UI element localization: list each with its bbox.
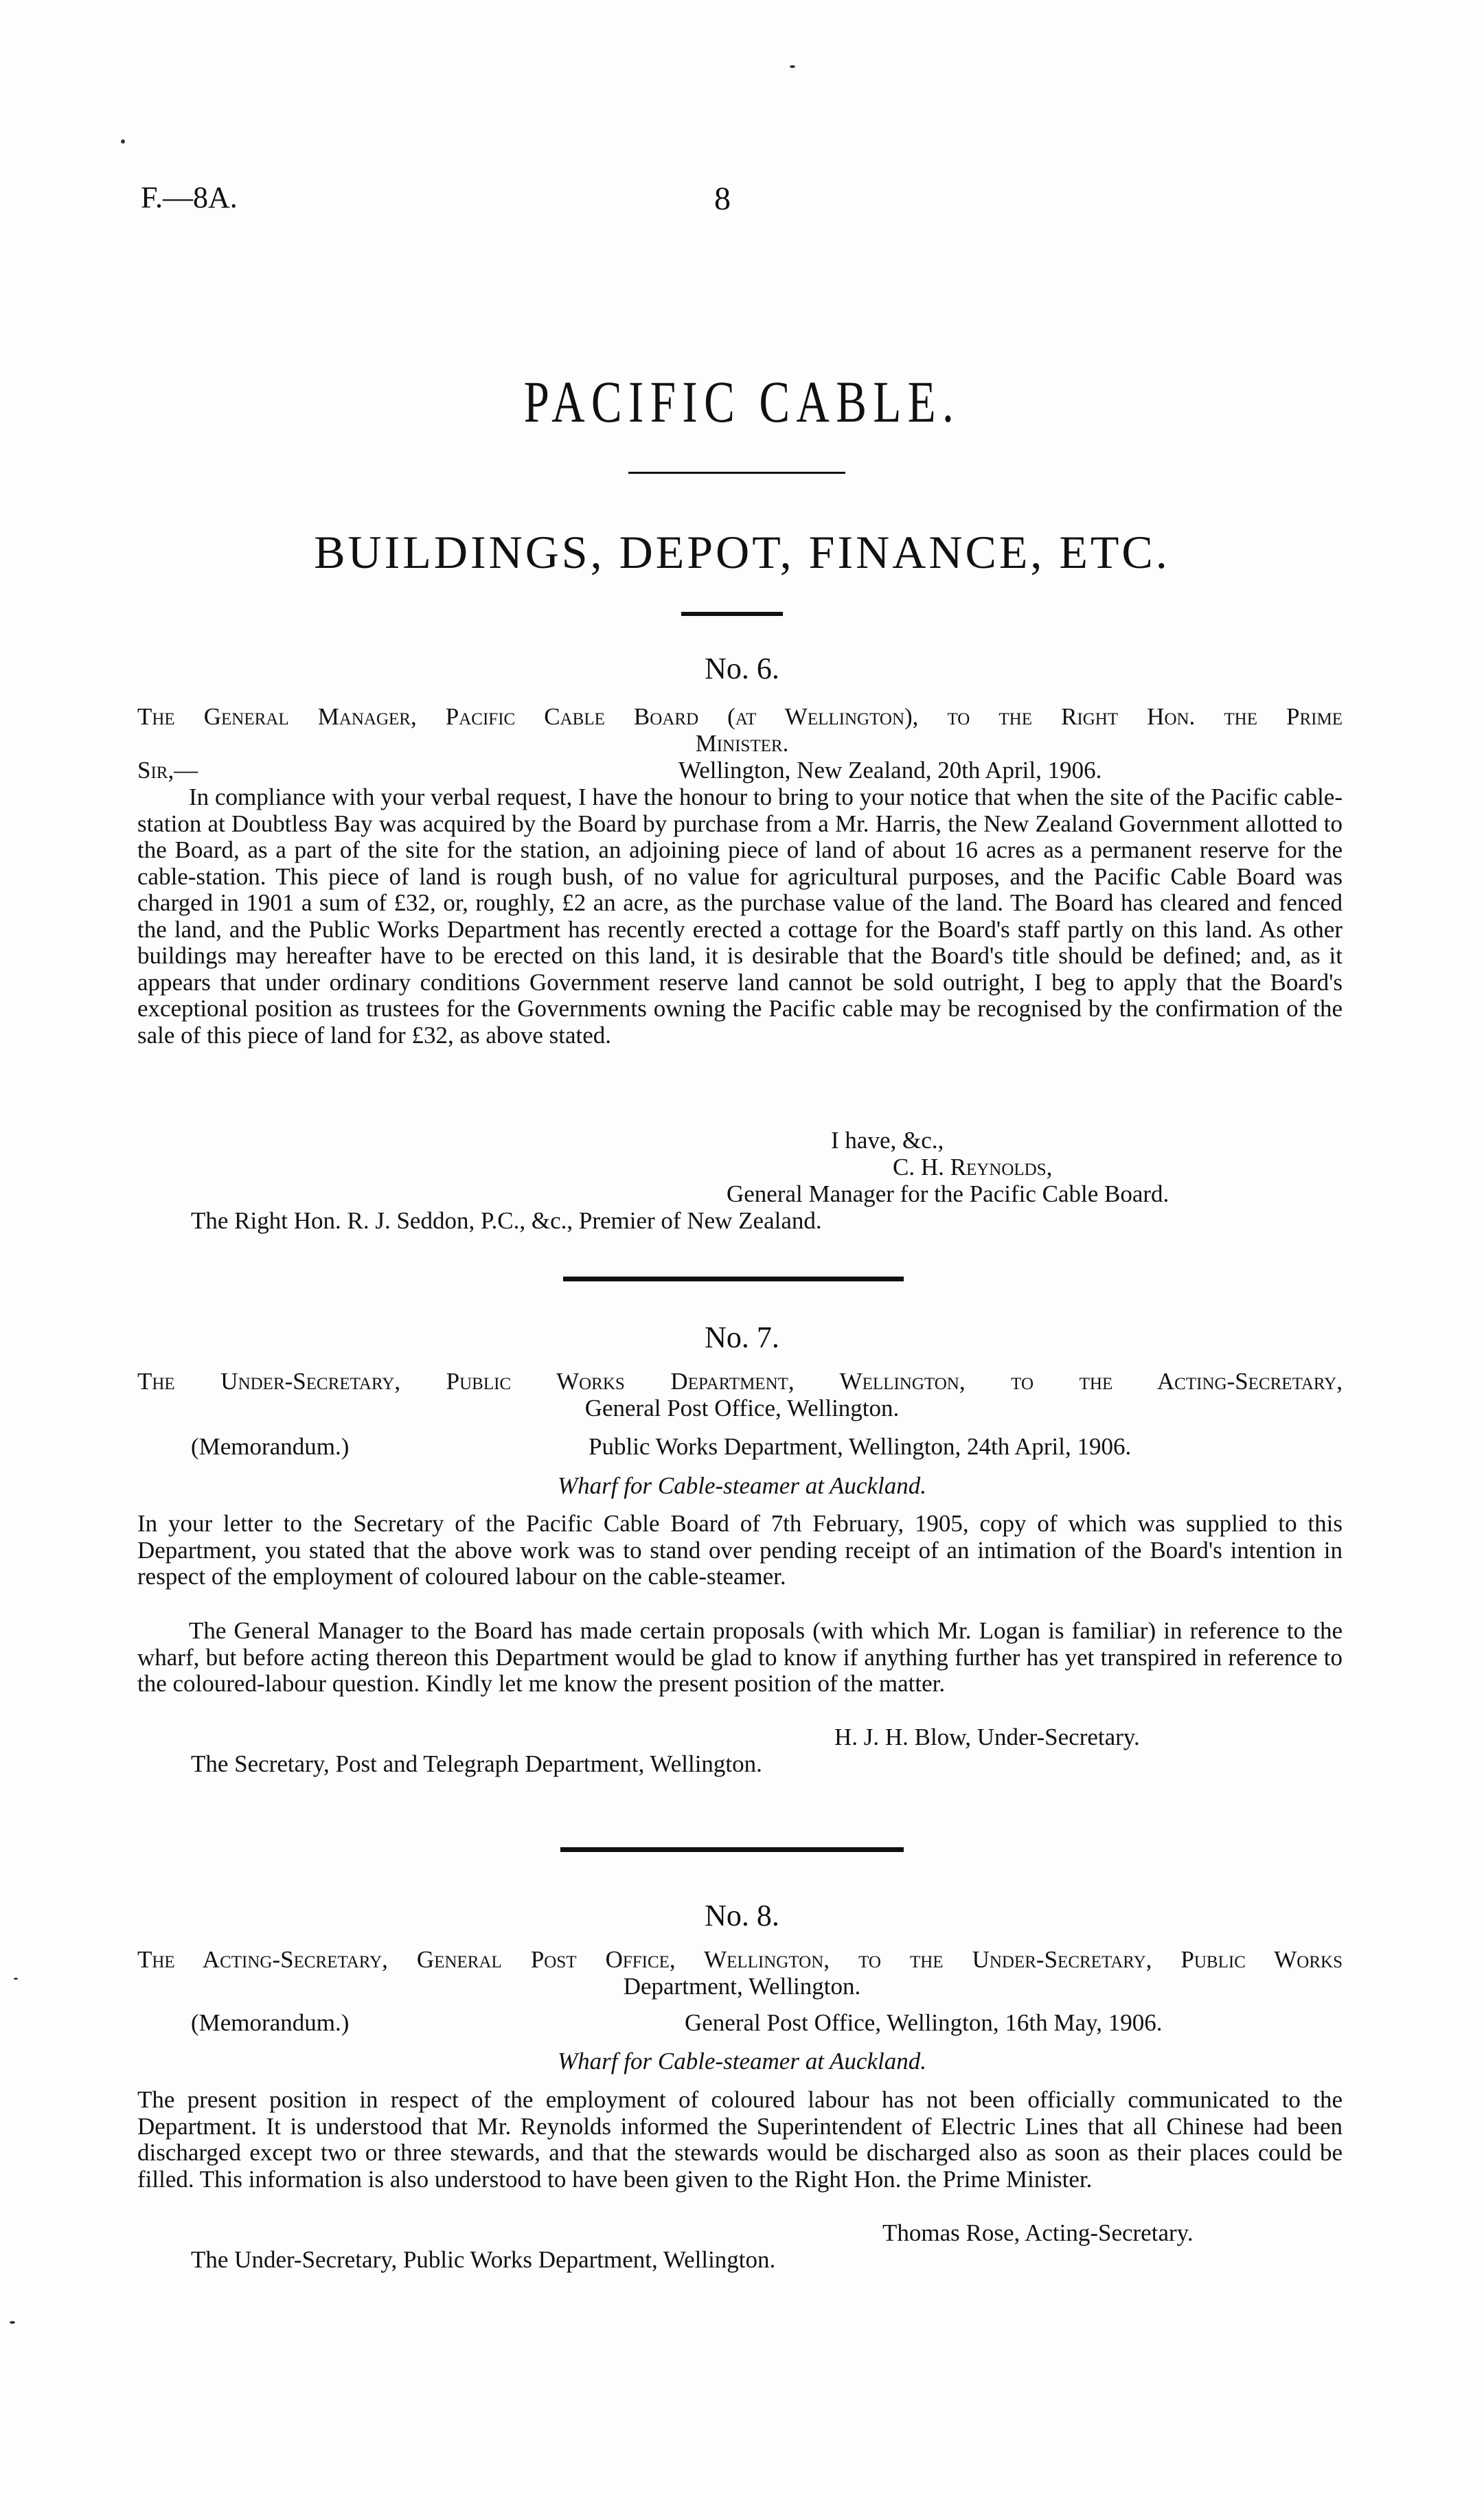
scan-speck (121, 139, 125, 144)
letter-body: In compliance with your verbal request, I have the honour to bring to your notice that when the site of the Pacific cable-station at Doubtless Bay was acquired by the Board by purchase from a Mr. Harris, the New Zealand Government allotted to the Board, as a part of the site for the station, an adjoining piece of land of about 16 acres as a permanent reserve for the cable-station. This piece of land is rough bush, of no value for agricultural purposes, and the Pacific Cable Board was charged in 1901 a sum of £32, or, roughly, £2 an acre, as the purchase value of the land. The Board has cleared and fenced the land, and the Public Works Department has recently erected a cottage for the Board's staff partly on this land. As other buildings may hereafter have to be erected on this land, it is desirable that the Board's title should be defined; and, as it appears that under ordinary conditions Government reserve land cannot be sold outright, I beg to apply that the Board's exceptional position as trustees for the Governments owning the Pacific cable may be recognised by the confirmation of the sale of this piece of land for £32, as above stated. (137, 784, 1343, 1049)
letter-place-date: Public Works Department, Wellington, 24th April, 1906. (589, 1433, 1132, 1460)
letter-body: The present position in respect of the employment of coloured labour has not been officially communicated to the Department. It is understood that Mr. Reynolds informed the Superintendent of Electric Lines that all Chinese had been discharged except two or three stewards, and that the stewards would be discharged also as soon as their places could be filled. This information is also understood to have been given to the Right Hon. the Prime Minister. (137, 2087, 1343, 2193)
page-number: 8 (714, 181, 731, 217)
letter-subject: Wharf for Cable-steamer at Auckland. (558, 1472, 926, 1499)
letter-recipient: The Secretary, Post and Telegraph Department, Wellington. (191, 1750, 762, 1777)
letter-closing: I have, &c., (831, 1127, 944, 1154)
page-subtitle: BUILDINGS, DEPOT, FINANCE, ETC. (314, 526, 1170, 578)
letter-place-date: General Post Office, Wellington, 16th May, 1906. (685, 2009, 1163, 2036)
letter-subject: Wharf for Cable-steamer at Auckland. (558, 2048, 926, 2075)
letter-address: The Acting-Secretary, General Post Office, Wellington, to the Under-Secretary, Public Works (137, 1946, 1343, 1973)
letter-body-paragraph: The General Manager to the Board has made certain proposals (with which Mr. Logan is familiar) in reference to the wharf, but before acting thereon this Department would be glad to know if anything further has yet transpired in reference to the coloured-labour question. Kindly let me know the present position of the matter. (137, 1618, 1343, 1697)
letter-address: The Under-Secretary, Public Works Department, Wellington, to the Acting-Secretary, (137, 1368, 1343, 1395)
letter-body-paragraph: In your letter to the Secretary of the Pacific Cable Board of 7th February, 1905, copy of which was supplied to this Department, you stated that the above work was to stand over pending receipt of an intimation of the Board's intention in respect of the employment of coloured labour on the cable-steamer. (137, 1511, 1343, 1590)
letter-signatory-title: General Manager for the Pacific Cable Board. (727, 1180, 1169, 1207)
scan-speck (10, 2321, 15, 2324)
letter-number: No. 6. (705, 652, 779, 685)
letter-salutation: Sir,— (137, 757, 198, 784)
letter-address-continued: Minister. (695, 730, 789, 757)
letter-address-continued: General Post Office, Wellington. (584, 1395, 900, 1421)
scan-speck (790, 65, 795, 68)
section-divider (560, 1847, 904, 1852)
title-rule (628, 472, 845, 474)
letter-number: No. 7. (705, 1321, 779, 1354)
letter-recipient: The Under-Secretary, Public Works Department, Wellington. (191, 2246, 776, 2273)
memo-label: (Memorandum.) (191, 1433, 350, 1460)
letter-address: The General Manager, Pacific Cable Board (at Wellington), to the Right Hon. the Prime (137, 703, 1343, 730)
letter-signatory: C. H. Reynolds, (893, 1154, 1053, 1180)
letter-number: No. 8. (705, 1899, 779, 1932)
letter-signature: H. J. H. Blow, Under-Secretary. (834, 1724, 1140, 1750)
letter-signature: Thomas Rose, Acting-Secretary. (882, 2219, 1194, 2246)
document-reference: F.—8A. (141, 181, 238, 214)
section-divider (563, 1277, 904, 1281)
letter-place-date: Wellington, New Zealand, 20th April, 1906. (678, 757, 1102, 784)
letter-recipient: The Right Hon. R. J. Seddon, P.C., &c., Premier of New Zealand. (191, 1207, 822, 1234)
page-title: PACIFIC CABLE. (523, 369, 961, 435)
memo-label: (Memorandum.) (191, 2009, 350, 2036)
subtitle-rule (681, 612, 783, 616)
letter-address-continued: Department, Wellington. (623, 1973, 861, 2000)
